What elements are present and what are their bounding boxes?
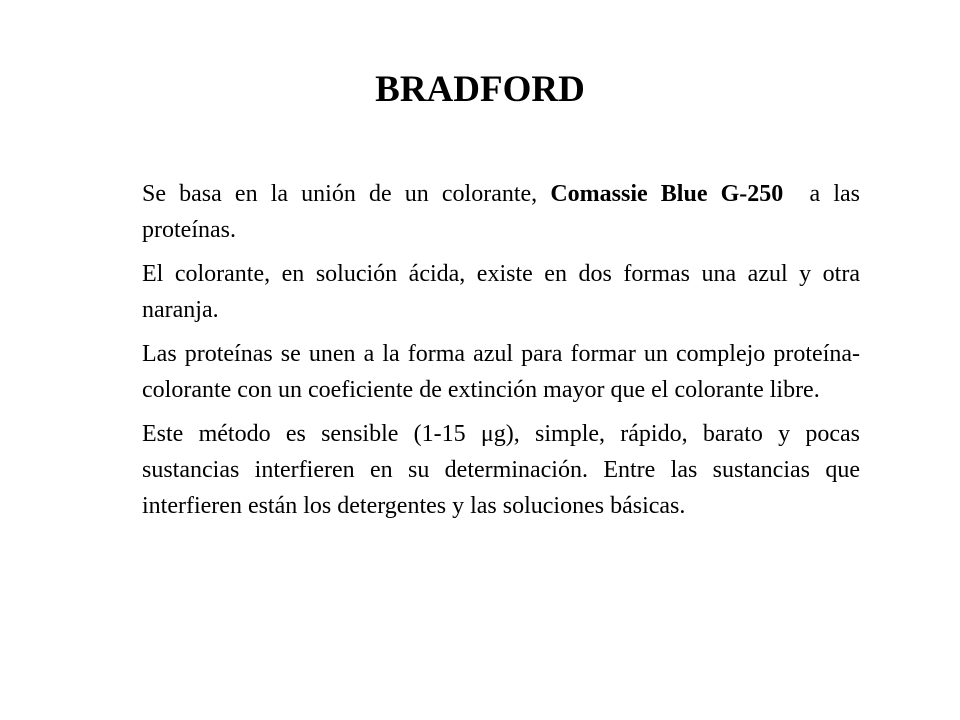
paragraph-1-text-start: Se basa en la unión de un colorante, xyxy=(142,181,551,207)
paragraph-1 xyxy=(142,176,866,248)
slide-title: BRADFORD xyxy=(375,69,585,110)
paragraph-2: El colorante, en solución ácida, existe en dos formas una azul y otra naranja. xyxy=(142,261,860,323)
slide-body xyxy=(142,176,866,532)
paragraph-4: Este método es sensible (1-15 μg), simple, rápido, barato y pocas sustancias interfieren en su determinación. Entre las sustancias que interfieren están los detergentes y las soluciones básicas. xyxy=(142,421,860,519)
paragraph-1-text-end: a las proteínas. xyxy=(142,181,866,243)
paragraph-3: Las proteínas se unen a la forma azul para formar un complejo proteína-colorante con un coeficiente de extinción mayor que el colorante libre. xyxy=(142,341,860,403)
paragraph-1-bold-dye-name: Comassie Blue G-250 xyxy=(550,181,784,207)
